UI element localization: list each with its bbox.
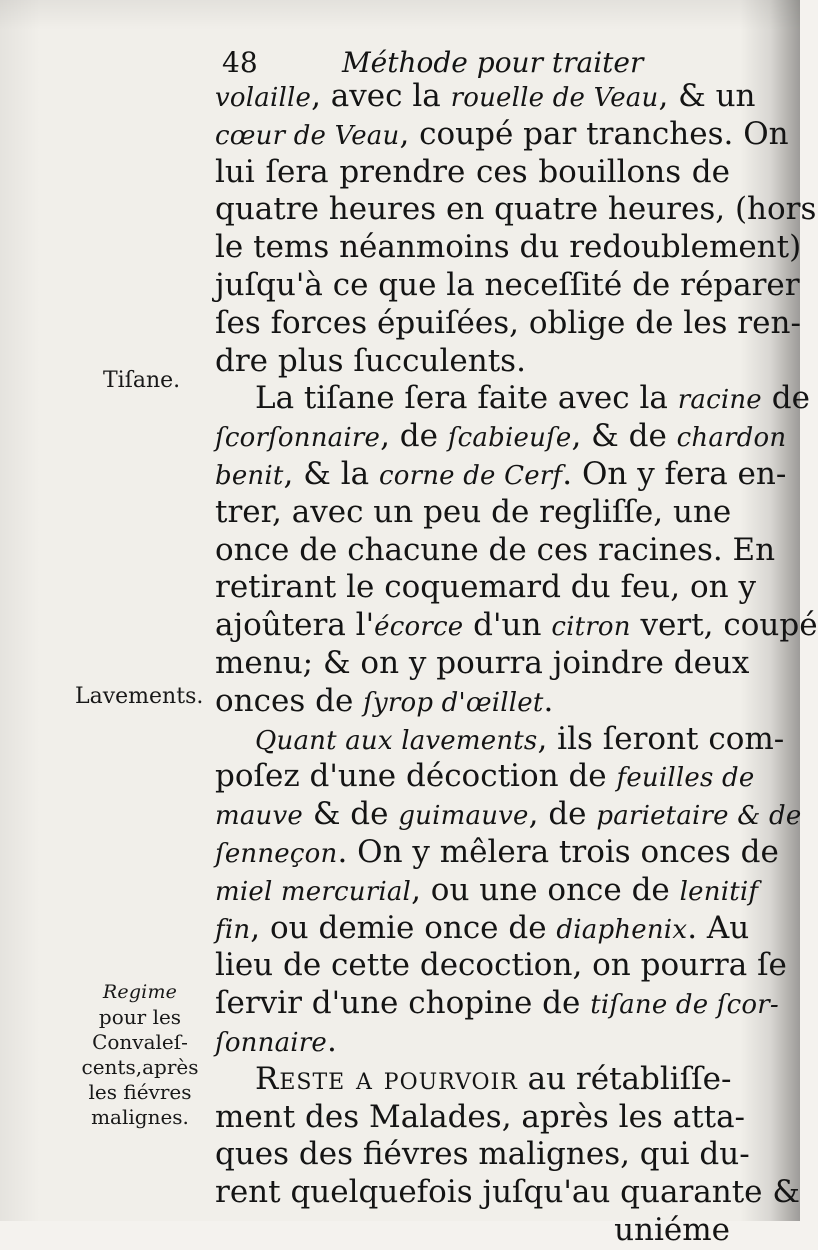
running-title: Méthode pour traiter	[342, 46, 644, 79]
text-line: miel mercurial, ou une once de lenitif	[215, 871, 759, 908]
text-line: dre plus ſucculents.	[215, 342, 526, 379]
text-line: Quant aux lavements, ils ſeront com-	[255, 720, 785, 757]
text-line: onces de ſyrop d'œillet.	[215, 682, 554, 719]
text-line: cœur de Veau, coupé par tranches. On	[215, 115, 789, 152]
catchword: uniéme	[614, 1211, 730, 1248]
text-line: lieu de cette decoction, on pourra ſe	[215, 947, 787, 984]
text-line: rent quelquefois juſqu'au quarante &	[215, 1174, 800, 1211]
text-line: fin, ou demie once de diaphenix. Au	[215, 909, 750, 946]
text-line: Reste a pourvoir au rétabliſſe-	[255, 1060, 732, 1097]
margin-note-line: Convaleſ-	[92, 1030, 188, 1054]
margin-note-line: cents,après	[81, 1055, 199, 1079]
text-line: ajoûtera l'écorce d'un citron vert, coupé	[215, 607, 818, 644]
text-line: ques des fiévres malignes, qui du-	[215, 1136, 750, 1173]
text-line: ſes forces épuiſées, oblige de les ren-	[215, 304, 801, 341]
text-line: trer, avec un peu de regliſſe, une	[215, 493, 732, 530]
text-line: La tiſane ſera faite avec la racine de	[255, 380, 810, 417]
text-line: ſervir d'une chopine de tiſane de ſcor-	[215, 985, 779, 1022]
text-line: menu; & on y pourra joindre deux	[215, 644, 750, 681]
text-line: le tems néanmoins du redoublement)	[215, 229, 802, 266]
text-line: volaille, avec la rouelle de Veau, & un	[215, 78, 756, 114]
margin-note-line: les fiévres	[88, 1080, 192, 1104]
text-line: retirant le coquemard du feu, on y	[215, 569, 756, 606]
text-line: ſcorſonnaire, de ſcabieuſe, & de chardon	[215, 418, 787, 455]
text-line: lui ſera prendre ces bouillons de	[215, 153, 730, 190]
text-line: quatre heures en quatre heures, (hors	[215, 191, 817, 228]
margin-note-line: malignes.	[91, 1105, 189, 1129]
text-line: ſonnaire.	[215, 1022, 337, 1059]
margin-note-lavements: Lavements.	[75, 684, 204, 709]
body-text	[215, 78, 818, 1250]
margin-note-regime	[75, 980, 205, 1130]
text-line: poſez d'une décoction de feuilles de	[215, 758, 755, 795]
margin-note-line: Regime	[102, 981, 178, 1003]
text-line: once de chacune de ces racines. En	[215, 531, 776, 568]
margin-note-tisane: Tiſane.	[103, 368, 181, 393]
text-line: ſenneçon. On y mêlera trois onces de	[215, 833, 779, 870]
text-line: ment des Malades, après les atta-	[215, 1098, 746, 1135]
margin-note-line: pour les	[98, 1005, 182, 1029]
text-line: juſqu'à ce que la neceſſité de réparer	[215, 266, 800, 303]
page-number: 48	[222, 46, 258, 79]
text-line: benit, & la corne de Cerf. On y fera en-	[215, 455, 787, 492]
text-line: mauve & de guimauve, de parietaire & de	[215, 796, 802, 833]
